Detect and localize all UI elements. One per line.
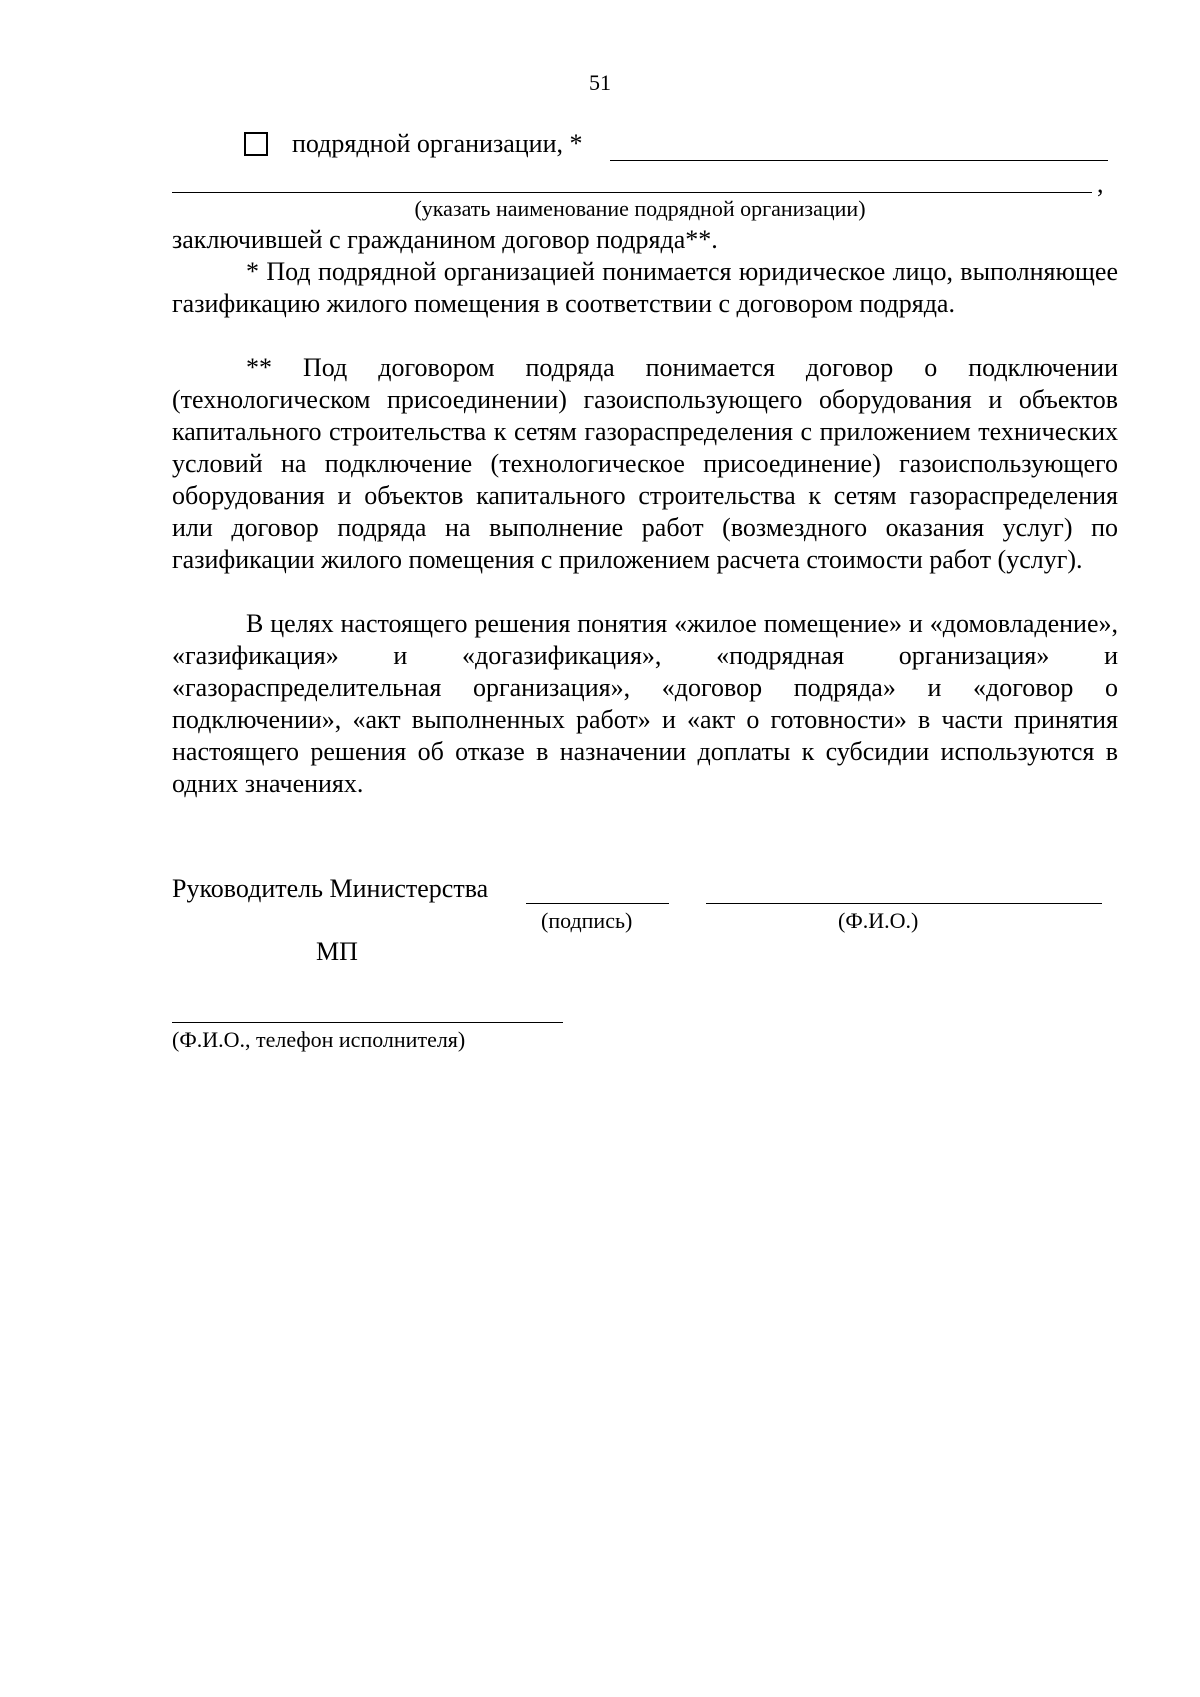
footnote-contractor: * Под подрядной организацией понимается юридическое лицо, выполняющее газификацию жилого помещения в соответствии с договором подряда. bbox=[172, 257, 1118, 318]
contractor-checkbox[interactable] bbox=[244, 132, 268, 156]
definitions-paragraph: В целях настоящего решения понятия «жилое помещение» и «домовладение», «газификация» и «догазификация», «подрядная организация» и «газораспределительная организация», «договор подряда» и «договор о подключении», «акт выполненных работ» и «акт о готовности» в части принятия настоящего решения об отказе в назначении доплаты к субсидии используются в одних значениях. bbox=[172, 609, 1118, 798]
page-number: 51 bbox=[589, 70, 611, 95]
contractor-name-line-2[interactable] bbox=[172, 192, 1092, 193]
stamp-label: МП bbox=[316, 937, 358, 966]
option-label: подрядной организации, * bbox=[292, 129, 583, 158]
contractor-name-line-1[interactable] bbox=[610, 160, 1108, 161]
name-line[interactable] bbox=[706, 903, 1102, 904]
trailing-comma: , bbox=[1097, 169, 1104, 198]
option-continuation: заключившей с гражданином договор подряда**. bbox=[172, 225, 718, 254]
footnote-contract: ** Под договором подряда понимается договор о подключении (технологическом присоединении) газоиспользующего оборудования и объектов капитального строительства к сетям газораспределения с приложением технических условий на подключение (технологическое присоединение) газоиспользующего оборудования и объектов капитального строительства к сетям газораспределения или договор подряда на выполнение работ (возмездного оказания услуг) по газификации жилого помещения с приложением расчета стоимости работ (услуг). bbox=[172, 353, 1118, 574]
executor-line[interactable] bbox=[172, 1022, 563, 1023]
contractor-name-caption: (указать наименование подрядной организации) bbox=[414, 196, 866, 221]
signature-line[interactable] bbox=[526, 903, 669, 904]
name-caption: (Ф.И.О.) bbox=[838, 908, 919, 933]
executor-caption: (Ф.И.О., телефон исполнителя) bbox=[172, 1027, 466, 1052]
signature-role: Руководитель Министерства bbox=[172, 874, 489, 903]
signature-caption: (подпись) bbox=[541, 908, 633, 933]
